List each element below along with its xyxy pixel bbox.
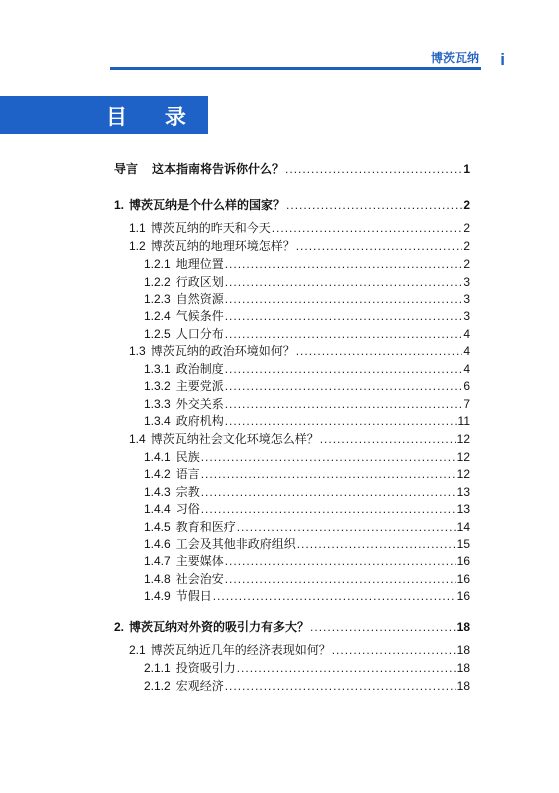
toc-leader-dots [225,678,456,694]
toc-leader-dots [332,642,456,658]
toc-entry-page: 12 [456,432,470,446]
toc-entry-title [144,466,200,482]
toc-leader-dots [201,449,456,465]
toc-leader-dots [225,274,463,290]
toc-leader-dots [237,660,456,676]
toc-entry-title [114,161,284,177]
toc-entry-number: 1.2.5 [144,327,171,341]
toc-entry-title [144,308,224,324]
toc-entry-page: 18 [456,661,470,675]
toc-entry-title [144,291,224,307]
toc-entry-text: 自然资源 [175,292,224,306]
toc-entry-text: 博茨瓦纳对外资的吸引力有多大？ [129,620,310,634]
toc-entry-title [129,642,331,658]
toc-entry-number: 1.2 [129,239,146,253]
toc-entry-page: 14 [456,520,470,534]
toc-entry-title [144,678,224,694]
toc-entry-text: 政府机构 [175,414,224,428]
toc-entry-page: 13 [456,502,470,516]
toc-entry-page: 3 [463,275,470,289]
toc-entry[interactable] [144,396,470,412]
toc-entry-page: 18 [456,679,470,693]
toc-entry[interactable] [144,588,470,604]
toc-entry[interactable] [129,238,470,254]
toc-entry[interactable] [144,274,470,290]
toc-entry-title [144,553,224,569]
toc-entry-text: 习俗 [175,502,200,516]
toc-entry[interactable] [129,220,470,236]
toc-leader-dots [225,413,457,429]
toc-entry-number: 2. [114,620,125,634]
header-rule [110,67,481,70]
toc-entry-title [144,378,224,394]
toc-entry-number: 1.2.3 [144,292,171,306]
toc-entry[interactable] [144,308,470,324]
toc-entry-page: 13 [456,485,470,499]
toc-entry-number: 1.3.3 [144,397,171,411]
toc-entry-text: 博茨瓦纳近几年的经济表现如何？ [150,643,331,657]
toc-entry-text: 节假日 [175,589,212,603]
toc-leader-dots [285,161,462,177]
toc-entry[interactable] [144,413,470,429]
toc-entry-text: 宗教 [175,485,200,499]
toc-entry[interactable] [114,197,470,213]
toc-leader-dots [213,588,456,604]
toc-entry-title [144,396,224,412]
toc-entry-page: 16 [456,572,470,586]
toc-entry-page: 2 [463,257,470,271]
toc-entry-title [129,220,271,236]
toc-entry-text: 人口分布 [175,327,224,341]
toc-entry-title [144,256,224,272]
toc-entry-page: 6 [463,379,470,393]
toc-entry-page: 16 [456,589,470,603]
toc-entry-page: 18 [456,620,470,634]
toc-entry-text: 地理位置 [175,257,224,271]
toc-leader-dots [286,197,462,213]
toc-leader-dots [272,220,463,236]
toc-entry[interactable] [144,291,470,307]
toc-entry-page: 16 [456,554,470,568]
toc-entry[interactable] [144,553,470,569]
toc-entry-title [144,660,236,676]
toc-entry-number: 1.4.6 [144,537,171,551]
toc-leader-dots [201,466,456,482]
toc-entry-text: 政治制度 [175,362,224,376]
toc-entry-text: 主要媒体 [175,554,224,568]
toc-leader-dots [310,619,456,635]
toc-entry[interactable] [144,571,470,587]
toc-entry-number: 1.2.2 [144,275,171,289]
toc-entry-text: 教育和医疗 [175,520,236,534]
running-header-title: 博茨瓦纳 [430,51,479,65]
toc-leader-dots [225,361,463,377]
toc-entry-number: 1.4.3 [144,485,171,499]
toc-entry-number: 1.2.1 [144,257,171,271]
toc-entry-number: 2.1.2 [144,679,171,693]
toc-entry-number: 1.4.5 [144,520,171,534]
toc-entry-title [144,536,296,552]
toc-entry-page: 4 [463,344,470,358]
toc-leader-dots [225,256,463,272]
toc-entry-number: 1. [114,198,125,212]
toc-entry-text: 博茨瓦纳的地理环境怎样？ [150,239,295,253]
toc-entry-page: 2 [463,198,470,212]
toc-entry-number: 1.4.7 [144,554,171,568]
toc-entry[interactable] [144,660,470,676]
toc-entry-number: 1.3.4 [144,414,171,428]
toc-entry[interactable] [144,536,470,552]
toc-entry[interactable] [144,256,470,272]
toc-entry-number: 1.1 [129,221,146,235]
toc-entry-page: 3 [463,309,470,323]
toc-entry[interactable] [144,501,470,517]
toc-entry-number: 2.1.1 [144,661,171,675]
toc-entry-title [129,431,319,447]
toc-entry-page: 12 [456,467,470,481]
toc-leader-dots [225,308,463,324]
toc-entry[interactable] [114,619,470,635]
toc-entry-title [144,274,224,290]
toc-entry-number: 1.4.8 [144,572,171,586]
toc-entry[interactable] [144,378,470,394]
toc-entry-number: 1.2.4 [144,309,171,323]
toc-entry[interactable] [144,326,470,342]
toc-entry-text: 博茨瓦纳的昨天和今天 [150,221,271,235]
toc-leader-dots [201,501,456,517]
toc-entry-page: 15 [456,537,470,551]
toc-entry[interactable] [129,431,470,447]
toc-entry-text: 外交关系 [175,397,224,411]
toc-entry-number: 1.4 [129,432,146,446]
toc-entry-text: 这本指南将告诉你什么？ [152,162,285,176]
toc-leader-dots [225,396,463,412]
toc-entry-title [144,326,224,342]
toc-entry-number: 1.3 [129,344,146,358]
toc-leader-dots [296,238,463,254]
toc-entry-title [144,588,212,604]
page-number: i [500,50,505,69]
toc-entry-number: 1.3.1 [144,362,171,376]
toc-entry-text: 投资吸引力 [175,661,236,675]
toc-leader-dots [296,343,463,359]
toc-entry-text: 工会及其他非政府组织 [175,537,296,551]
toc-entry[interactable] [144,678,470,694]
toc-entry-number: 1.4.1 [144,450,171,464]
toc-entry-text: 行政区划 [175,275,224,289]
toc-entry-number: 1.3.2 [144,379,171,393]
toc-entry-text: 博茨瓦纳是个什么样的国家？ [129,198,286,212]
toc-entry-text: 社会治安 [175,572,224,586]
toc-leader-dots [225,553,456,569]
toc-entry[interactable] [144,484,470,500]
toc-entry-title [144,519,236,535]
toc-entry-text: 语言 [175,467,200,481]
toc-leader-dots [297,536,456,552]
toc-leader-dots [237,519,456,535]
toc-entry-number: 1.4.4 [144,502,171,516]
toc-entry-title [129,343,295,359]
page-title: 目 录 [106,106,202,129]
toc-entry-page: 4 [463,362,470,376]
toc-leader-dots [225,571,456,587]
toc-entry-number: 2.1 [129,643,146,657]
toc-entry-title [144,413,224,429]
toc-entry[interactable] [129,343,470,359]
toc-entry[interactable] [129,642,470,658]
toc-entry-title [114,197,285,213]
toc-entry-title [144,571,224,587]
toc-entry-title [144,449,200,465]
toc-entry-title [144,501,200,517]
toc-entry[interactable] [144,466,470,482]
toc-leader-dots [320,431,456,447]
toc-entry-title [144,361,224,377]
toc-leader-dots [225,378,463,394]
toc-leader-dots [225,326,463,342]
toc-entry-page: 2 [463,239,470,253]
toc-entry-text: 博茨瓦纳的政治环境如何？ [150,344,295,358]
toc-entry-number: 导言 [114,162,139,176]
toc-entry[interactable] [144,519,470,535]
toc-entry-page: 7 [463,397,470,411]
toc-entry-text: 气候条件 [175,309,224,323]
toc-entry[interactable] [144,361,470,377]
toc-entry-page: 12 [456,450,470,464]
toc-entry-number: 1.4.9 [144,589,171,603]
toc-entry-page: 4 [463,327,470,341]
toc-entry-page: 1 [463,162,470,176]
toc-entry[interactable] [114,161,470,177]
toc-entry-page: 2 [463,221,470,235]
toc-entry-number: 1.4.2 [144,467,171,481]
toc-leader-dots [201,484,456,500]
toc-leader-dots [225,291,463,307]
toc-entry-text: 民族 [175,450,200,464]
toc-entry-text: 博茨瓦纳社会文化环境怎么样？ [150,432,319,446]
toc-entry-page: 3 [463,292,470,306]
toc-entry-text: 主要党派 [175,379,224,393]
toc-entry-text: 宏观经济 [175,679,224,693]
toc-entry-page: 11 [457,414,470,428]
toc-entry-page: 18 [456,643,470,657]
toc-entry-title [129,238,295,254]
toc-entry-title [144,484,200,500]
toc-entry-title [114,619,309,635]
toc-entry[interactable] [144,449,470,465]
